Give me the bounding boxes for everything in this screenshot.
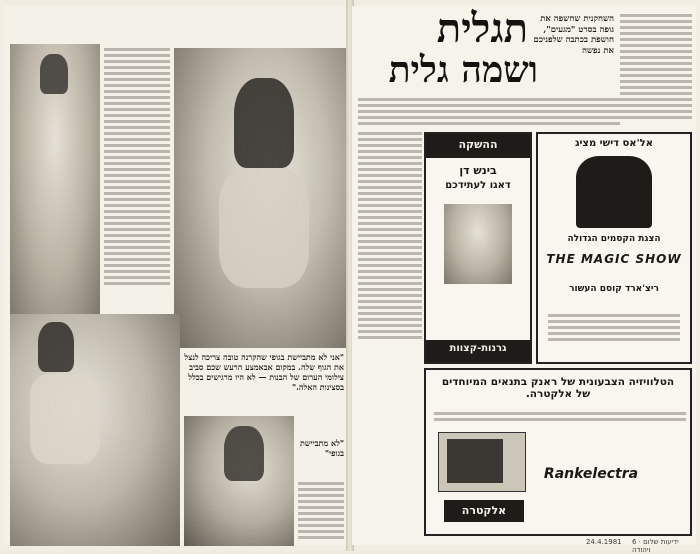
figure-silhouette	[30, 374, 100, 464]
deck: השחקנית שחשפה את גופה בסרט "מגעים", חושפת בכתבה שלפניכם את נפשה	[533, 14, 614, 56]
figure-silhouette	[40, 54, 68, 94]
article-column	[104, 48, 170, 306]
ad-film-image	[444, 204, 512, 284]
headline-line2: ושמה גלית	[388, 49, 538, 91]
ad-magic-subtitle: הצגת הקסמים הגדולה	[567, 234, 661, 244]
article-column	[358, 132, 422, 362]
photo-sweater	[10, 44, 100, 314]
article-column	[298, 482, 344, 544]
footer-page: 6 · ידיעות שלום ויהודה	[632, 538, 679, 554]
figure-silhouette	[234, 78, 294, 168]
photo-water	[174, 48, 346, 348]
ad-rank-tv	[438, 432, 526, 492]
ad-magic-top: אל'אס דישי מציג	[575, 138, 653, 149]
pull-quote: "אני לא מתביישת בגופי שהקרנה טובה צריכה לנצל את הגוף שלה. במקום אבאמצע הרעש שכם סביב צילומי הערום של הבנות — לא היו מרגישים בכלל בסצינות האלה."	[184, 352, 344, 392]
ad-film-line2: דאגו לעתידכם	[445, 180, 511, 191]
article-column	[358, 98, 620, 128]
left-page	[4, 6, 348, 545]
figure-silhouette	[38, 322, 74, 372]
ad-film-footer: גרנות-קצוות	[449, 343, 507, 354]
ad-magic-show	[536, 132, 692, 364]
headline-line1: תגלית	[436, 5, 528, 52]
ad-rank-logo: אלקטרה	[461, 504, 507, 517]
photo-car	[184, 416, 294, 546]
ad-rank-electra	[424, 368, 692, 536]
footer-date: 24.4.1981	[586, 538, 622, 546]
ad-film-line1: בינש דן	[459, 164, 497, 177]
article-column	[620, 14, 692, 129]
right-page	[352, 5, 696, 554]
ad-magic-hat	[576, 156, 652, 228]
sub-quote: "לא מתביישת בגופי"	[299, 438, 344, 458]
ad-rank-brand: Rankelectra	[543, 466, 639, 482]
ad-magic-star: ריצ'ארד קוסם העשור	[569, 284, 659, 294]
ad-film-title: ההשקה	[458, 138, 498, 151]
photo-bicycle	[10, 314, 180, 546]
figure-silhouette	[219, 168, 309, 288]
ad-film	[424, 132, 532, 364]
ad-magic-title: THE MAGIC SHOW	[546, 252, 682, 266]
figure-silhouette	[224, 426, 264, 481]
ad-rank-headline: הטלוויזיה הצבעונית של ראנק בתנאים המיוחדים של אלקטרה.	[441, 376, 675, 400]
